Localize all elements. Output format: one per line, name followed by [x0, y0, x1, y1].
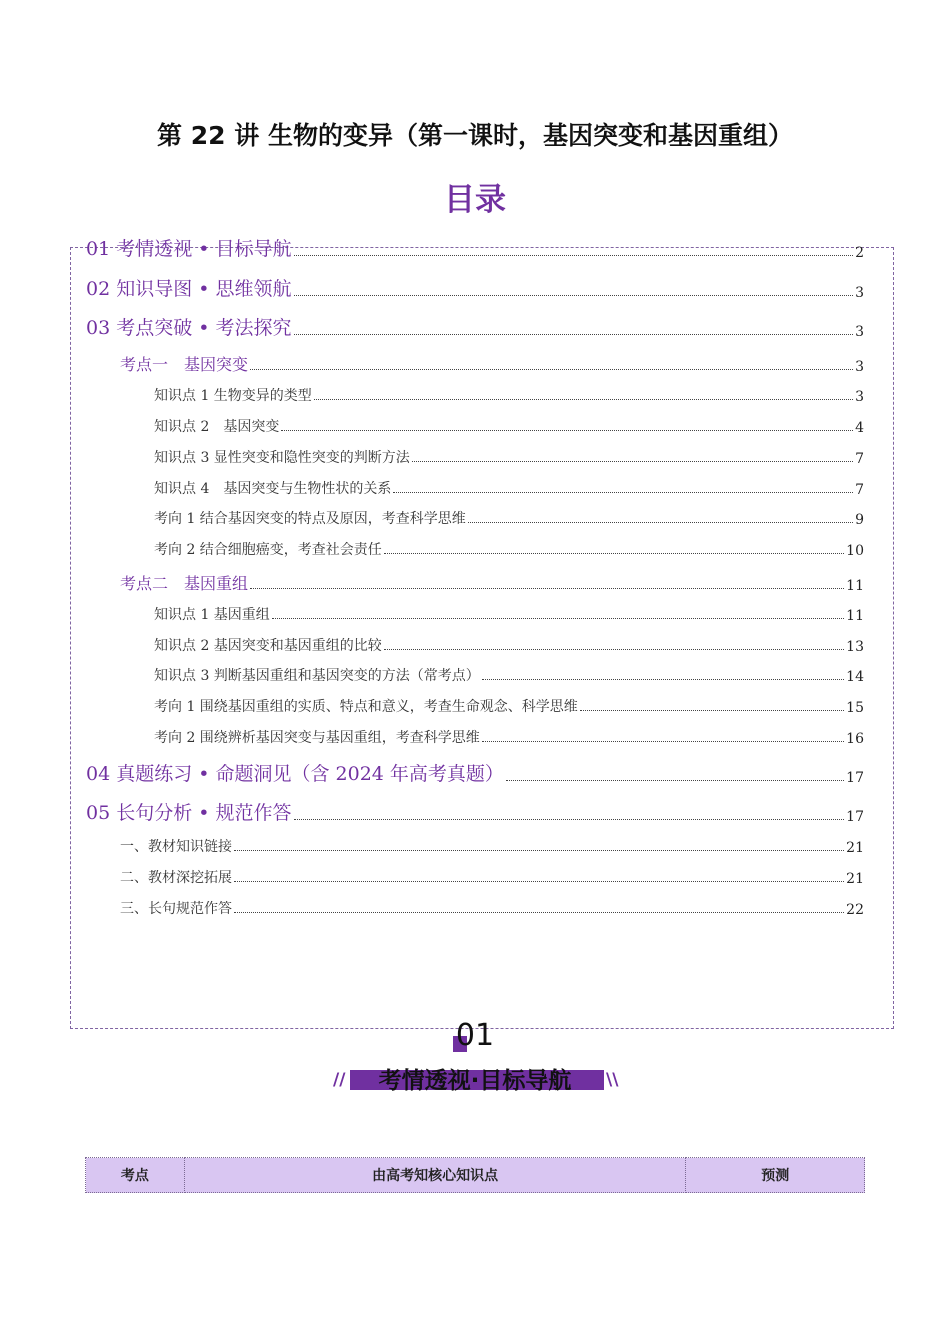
toc-entry-label: 考向 1 围绕基因重组的实质、特点和意义，考查生命观念、科学思维 — [154, 699, 578, 715]
toc-page-number: 3 — [855, 389, 864, 405]
toc-entry-13[interactable] — [154, 635, 864, 655]
document-title: 第 22 讲 生物的变异（第一课时，基因突变和基因重组） — [157, 121, 793, 150]
toc-entry-label: 一、教材知识链接 — [120, 839, 232, 855]
toc-entry-label: 考向 1 结合基因突变的特点及原因，考查科学思维 — [154, 511, 466, 527]
toc-page-number: 22 — [846, 902, 864, 918]
toc-entry-label: 知识点 1 生物变异的类型 — [154, 388, 312, 404]
toc-entry-8[interactable] — [154, 478, 864, 498]
toc-page-number: 10 — [846, 543, 864, 559]
toc-page-number: 21 — [846, 871, 864, 887]
toc-heading: 目录 — [444, 182, 506, 218]
toc-page-number: 15 — [846, 700, 864, 716]
toc-entry-label: 考向 2 围绕辨析基因突变与基因重组，考查科学思维 — [154, 730, 480, 746]
toc-entry-label: 知识点 3 显性突变和隐性突变的判断方法 — [154, 450, 410, 466]
section-title: 考情透视·目标导航 — [378, 1068, 572, 1094]
toc-entry-label: 三、长句规范作答 — [120, 901, 232, 917]
toc-entry-label: 01 考情透视 • 目标导航 — [86, 238, 292, 260]
toc-entry-12[interactable] — [154, 604, 864, 624]
toc-entry-2[interactable] — [86, 274, 864, 301]
toc-entry-14[interactable] — [154, 665, 864, 685]
toc-entry-label: 02 知识导图 • 思维领航 — [86, 278, 292, 300]
toc-page-number: 4 — [855, 420, 864, 436]
toc-entry-label: 考向 2 结合细胞癌变，考查社会责任 — [154, 542, 382, 558]
toc-entry-label: 考点一 基因突变 — [120, 355, 249, 374]
toc-entry-3[interactable] — [86, 313, 864, 340]
toc-page-number: 16 — [846, 731, 864, 747]
toc-entry-10[interactable] — [154, 539, 864, 559]
toc-entry-label: 知识点 4 基因突变与生物性状的关系 — [154, 481, 392, 497]
toc-entry-20[interactable] — [120, 867, 864, 887]
toc-page-number: 3 — [855, 285, 864, 301]
toc-entry-16[interactable] — [154, 727, 864, 747]
toc-entry-label: 03 考点突破 • 考法探究 — [86, 317, 292, 339]
toc-page-number: 21 — [846, 840, 864, 856]
section-number: 01 — [455, 1018, 495, 1053]
toc-entry-label: 05 长句分析 • 规范作答 — [86, 802, 292, 824]
toc-page-number: 3 — [855, 324, 864, 340]
table-header-cell: 由高考知核心知识点 — [184, 1158, 686, 1193]
toc-entry-label: 知识点 2 基因突变和基因重组的比较 — [154, 638, 382, 654]
exam-point-table — [85, 1157, 865, 1193]
slash-decoration-right: \\ — [606, 1070, 619, 1090]
toc-entry-4[interactable] — [120, 352, 864, 375]
toc-page-number: 11 — [846, 608, 864, 624]
toc-entry-label: 知识点 2 基因突变 — [154, 419, 280, 435]
toc-page-number: 2 — [855, 245, 864, 261]
toc-entry-11[interactable] — [120, 571, 864, 594]
toc-entry-label: 考点二 基因重组 — [120, 574, 249, 593]
toc-entry-21[interactable] — [120, 898, 864, 918]
table-header-cell: 考点 — [86, 1158, 185, 1193]
toc-page-number: 17 — [846, 770, 864, 786]
toc-page-number: 11 — [846, 578, 864, 594]
toc-page-number: 13 — [846, 639, 864, 655]
toc-entry-9[interactable] — [154, 508, 864, 528]
toc-entry-6[interactable] — [154, 416, 864, 436]
toc-page-number: 7 — [855, 482, 864, 498]
table-header-row — [86, 1158, 865, 1193]
toc-entry-1[interactable] — [86, 234, 864, 261]
toc-entry-7[interactable] — [154, 447, 864, 467]
slash-decoration-left: // — [333, 1070, 346, 1090]
toc-page-number: 17 — [846, 809, 864, 825]
toc-entry-17[interactable] — [86, 759, 864, 786]
toc-entry-label: 二、教材深挖拓展 — [120, 870, 232, 886]
toc-entry-5[interactable] — [154, 385, 864, 405]
toc-page-number: 9 — [855, 512, 864, 528]
toc-entry-15[interactable] — [154, 696, 864, 716]
toc-page-number: 14 — [846, 669, 864, 685]
table-header-cell: 预测 — [686, 1158, 865, 1193]
toc-entry-label: 知识点 3 判断基因重组和基因突变的方法（常考点） — [154, 668, 480, 684]
toc-page-number: 3 — [855, 359, 864, 375]
toc-entry-label: 知识点 1 基因重组 — [154, 607, 270, 623]
toc-entry-18[interactable] — [86, 798, 864, 825]
toc-entry-19[interactable] — [120, 836, 864, 856]
toc-page-number: 7 — [855, 451, 864, 467]
toc-entry-label: 04 真题练习 • 命题洞见（含 2024 年高考真题） — [86, 763, 504, 785]
